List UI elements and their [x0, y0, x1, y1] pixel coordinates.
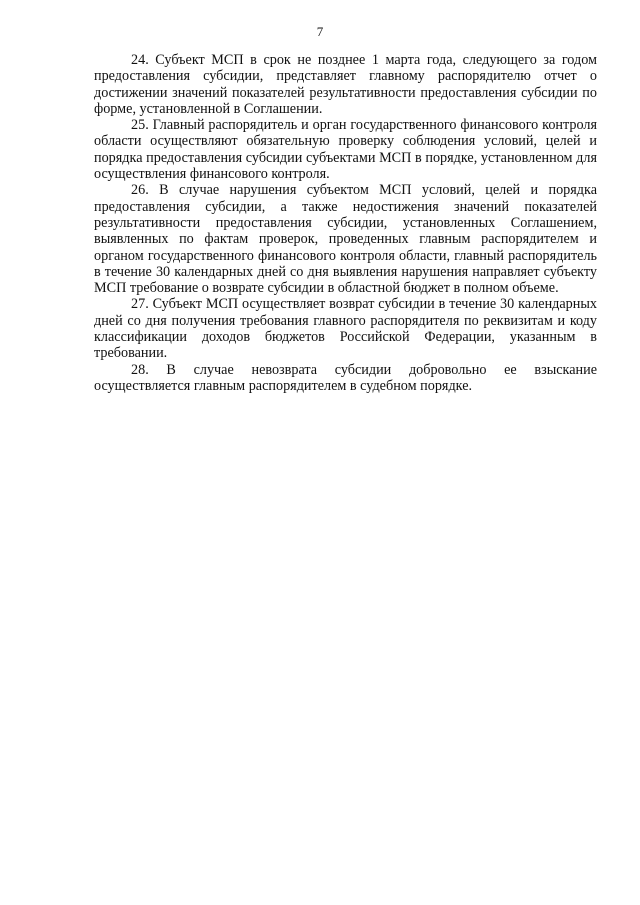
paragraph-24: 24. Субъект МСП в срок не позднее 1 марта года, следующего за годом предоставления субсидии, представляет главному распорядителю отчет о достижении значений показателей результативности предоставления субсидии по форме, установленной в Соглашении.	[94, 52, 597, 117]
paragraph-26: 26. В случае нарушения субъектом МСП условий, целей и порядка предоставления субсидии, а также недостижения значений показателей результативности предоставления субсидии, установленных Соглашением, выявленных по фактам проверок, проведенных главным распорядителем и органом государственного финансового контроля области, главный распорядитель в течение 30 календарных дней со дня выявления нарушения направляет субъекту МСП требование о возврате субсидии в областной бюджет в полном объеме.	[94, 182, 597, 297]
paragraph-28: 28. В случае невозврата субсидии добровольно ее взыскание осуществляется главным распорядителем в судебном порядке.	[94, 361, 597, 394]
page-number: 7	[316, 24, 324, 39]
document-body	[94, 52, 597, 394]
paragraph-27: 27. Субъект МСП осуществляет возврат субсидии в течение 30 календарных дней со дня получения требования главного распорядителя по реквизитам и коду классификации доходов бюджетов Российской Федерации, указанным в требовании.	[94, 296, 597, 362]
paragraph-25: 25. Главный распорядитель и орган государственного финансового контроля области осуществляют обязательную проверку соблюдения условий, целей и порядка предоставления субсидии субъектами МСП в порядке, установленном для осуществления финансового контроля.	[94, 117, 597, 183]
